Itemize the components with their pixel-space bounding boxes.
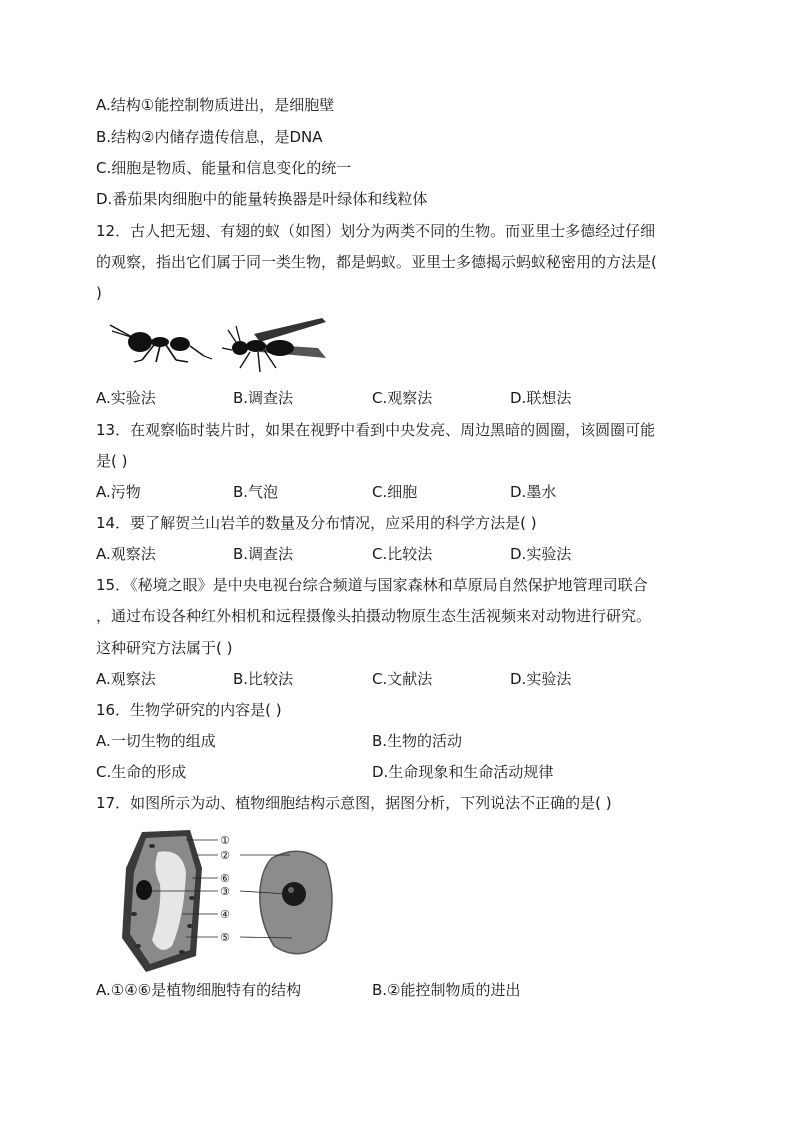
q12-option-a: A.实验法 [96,389,156,407]
q13-option-d: D.墨水 [510,483,557,501]
q11-option-a: A.结构①能控制物质进出，是细胞壁 [96,96,335,114]
q17-option-a: A.①④⑥是植物细胞特有的结构 [96,981,302,999]
wingless-ant-image [110,325,212,362]
q13-option-a: A.污物 [96,483,141,501]
q12-option-b: B.调查法 [233,389,294,407]
q13-stem-line2: 是( ) [96,452,128,470]
q15-option-d: D.实验法 [510,670,572,688]
q11-option-b: B.结构②内储存遗传信息，是DNA [96,128,323,146]
q16-option-a: A.一切生物的组成 [96,732,216,750]
cell-label-1: ① [220,834,230,847]
q17-option-b: B.②能控制物质的进出 [372,981,521,999]
winged-ant-image [222,318,326,372]
q11-option-c: C.细胞是物质、能量和信息变化的统一 [96,159,352,177]
cell-label-4: ④ [220,908,230,921]
cell-label-5: ⑤ [220,931,230,944]
q16-option-c: C.生命的形成 [96,763,187,781]
q15-stem-line1: 15．《秘境之眼》是中央电视台综合频道与国家森林和草原局自然保护地管理司联合 [96,576,648,594]
q13-stem-line1: 13．在观察临时装片时，如果在视野中看到中央发亮、周边黑暗的圆圈，该圆圈可能 [96,421,656,439]
q12-option-d: D.联想法 [510,389,572,407]
animal-cell-image [260,851,332,953]
q15-stem-line3: 这种研究方法属于( ) [96,639,233,657]
cell-diagram [112,828,352,974]
q16-option-d: D.生命现象和生命活动规律 [372,763,554,781]
q14-option-b: B.调查法 [233,545,294,563]
q12-option-c: C.观察法 [372,389,433,407]
q12-stem-line2: 的观察，指出它们属于同一类生物，都是蚂蚁。亚里士多德揭示蚂蚁秘密用的方法是( [96,253,657,271]
q11-option-d: D.番茄果肉细胞中的能量转换器是叶绿体和线粒体 [96,190,428,208]
q17-stem-line1: 17．如图所示为动、植物细胞结构示意图，据图分析，下列说法不正确的是( ) [96,794,612,812]
q15-option-b: B.比较法 [233,670,294,688]
q14-option-c: C.比较法 [372,545,433,563]
cell-label-6: ⑥ [220,872,230,885]
q15-stem-line2: ，通过布设各种红外相机和远程摄像头拍摄动物原生态生活视频来对动物进行研究。 [96,607,652,625]
cell-label-2: ② [220,849,230,862]
q15-option-c: C.文献法 [372,670,433,688]
q12-stem-line3: ) [96,284,102,302]
q14-stem-line1: 14．要了解贺兰山岩羊的数量及分布情况，应采用的科学方法是( ) [96,514,537,532]
q16-option-b: B.生物的活动 [372,732,463,750]
q15-option-a: A.观察法 [96,670,156,688]
q13-option-c: C.细胞 [372,483,418,501]
cell-label-3: ③ [220,885,230,898]
plant-cell-image [122,830,202,972]
q12-stem-line1: 12．古人把无翅、有翅的蚁（如图）划分为两类不同的生物。而亚里士多德经过仔细 [96,222,656,240]
q13-option-b: B.气泡 [233,483,279,501]
ant-figure [104,312,334,380]
q14-option-a: A.观察法 [96,545,156,563]
q14-option-d: D.实验法 [510,545,572,563]
q16-stem-line1: 16．生物学研究的内容是( ) [96,701,282,719]
